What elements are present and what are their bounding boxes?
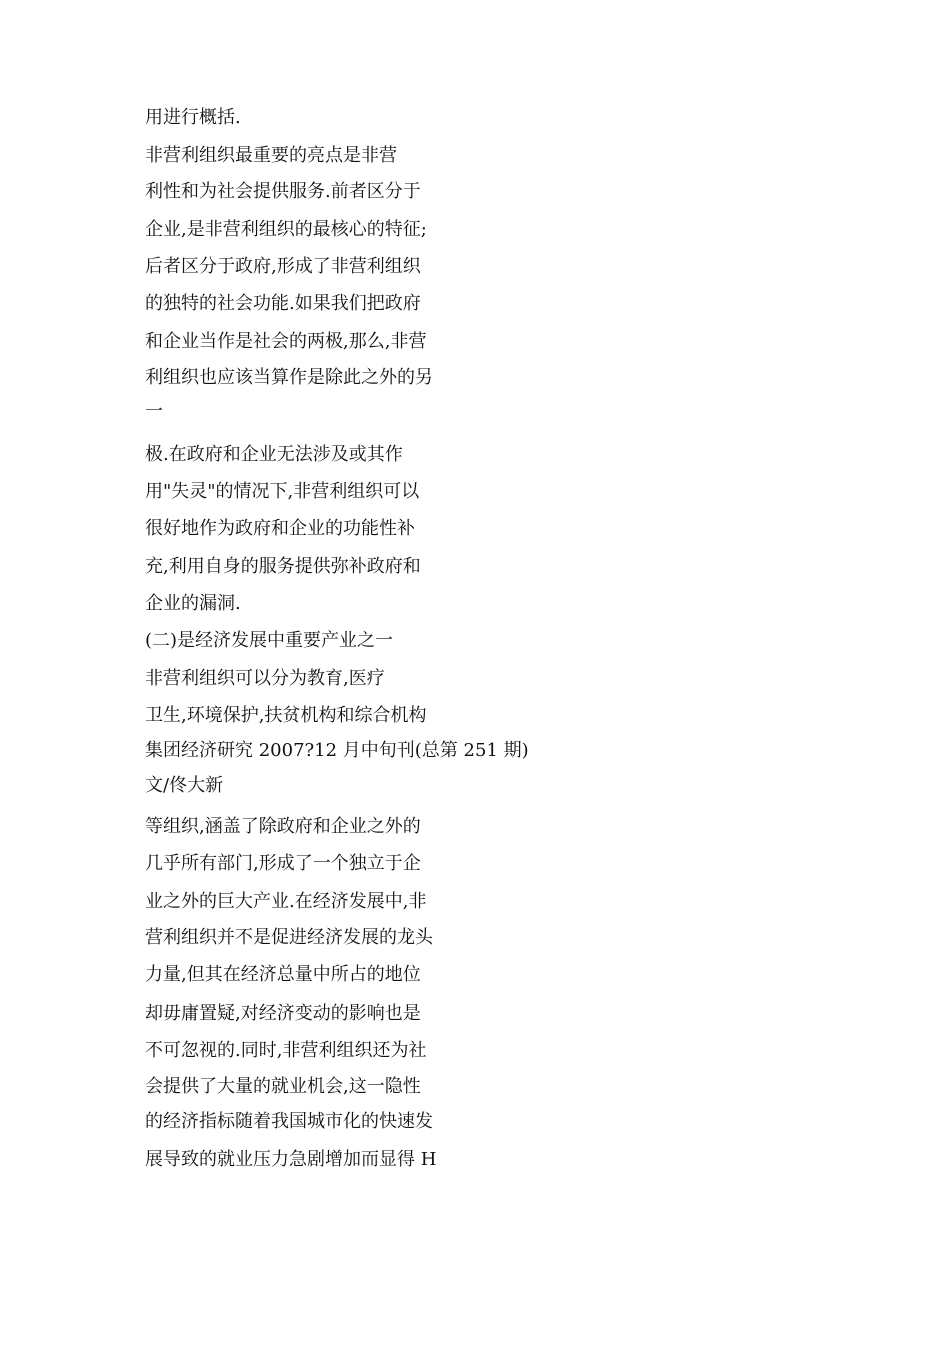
author-byline: 文/佟大新: [145, 775, 224, 796]
text-line: 一: [145, 401, 163, 422]
text-line: 业之外的巨大产业.在经济发展中,非: [145, 891, 427, 912]
text-line: 几乎所有部门,形成了一个独立于企: [145, 853, 421, 874]
text-line: 利组织也应该当算作是除此之外的另: [145, 367, 433, 388]
text-line: 的经济指标随着我国城市化的快速发: [145, 1111, 433, 1132]
journal-citation: 集团经济研究 2007?12 月中旬刊(总第 251 期): [145, 740, 529, 761]
text-line: 力量,但其在经济总量中所占的地位: [145, 964, 421, 985]
text-line: 用进行概括.: [145, 107, 241, 128]
text-line: 非营利组织可以分为教育,医疗: [145, 668, 385, 689]
text-line: 极.在政府和企业无法涉及或其作: [145, 444, 403, 465]
text-line: 不可忽视的.同时,非营利组织还为社: [145, 1040, 427, 1061]
text-line: 和企业当作是社会的两极,那么,非营: [145, 331, 427, 352]
text-line: 展导致的就业压力急剧增加而显得 H: [145, 1149, 437, 1170]
text-line: 卫生,环境保护,扶贫机构和综合机构: [145, 705, 427, 726]
text-line: 很好地作为政府和企业的功能性补: [145, 518, 415, 539]
text-line: 会提供了大量的就业机会,这一隐性: [145, 1076, 421, 1097]
text-line: 等组织,涵盖了除政府和企业之外的: [145, 816, 421, 837]
text-line: 的独特的社会功能.如果我们把政府: [145, 293, 421, 314]
text-line: 非营利组织最重要的亮点是非营: [145, 145, 397, 166]
text-line: 却毋庸置疑,对经济变动的影响也是: [145, 1003, 421, 1024]
text-line: (二)是经济发展中重要产业之一: [145, 630, 394, 651]
text-line: 营利组织并不是促进经济发展的龙头: [145, 927, 433, 948]
text-line: 后者区分于政府,形成了非营利组织: [145, 256, 421, 277]
text-line: 企业的漏洞.: [145, 593, 241, 614]
text-line: 用"失灵"的情况下,非营利组织可以: [145, 481, 420, 502]
text-line: 企业,是非营利组织的最核心的特征;: [145, 219, 427, 240]
text-line: 充,利用自身的服务提供弥补政府和: [145, 556, 421, 577]
text-line: 利性和为社会提供服务.前者区分于: [145, 181, 421, 202]
